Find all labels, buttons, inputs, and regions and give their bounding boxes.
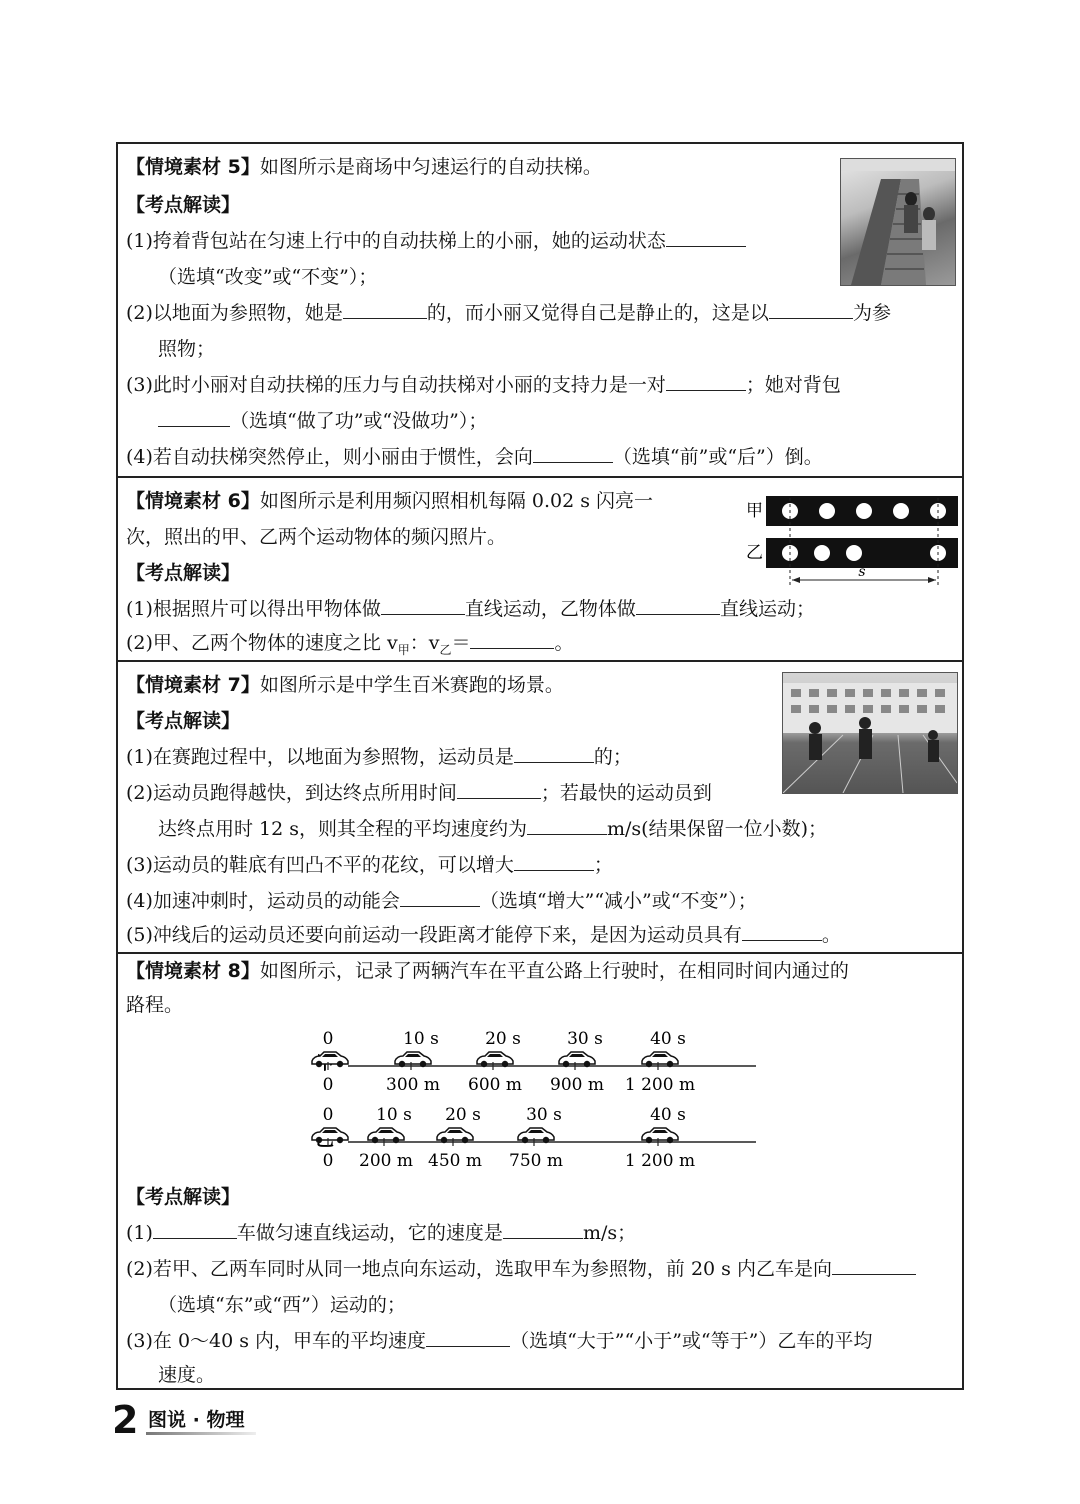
distance-label: 1 200 m — [624, 1075, 696, 1095]
book-title: 图说 · 物理 — [148, 1409, 245, 1431]
car-icon — [559, 1052, 595, 1067]
answer-blank[interactable] — [503, 1222, 583, 1239]
question-7-4: (4)加速冲刺时，运动员的动能会 （选填“增大”“减小”或“不变”）； — [126, 890, 757, 912]
section-8 — [118, 954, 962, 1390]
time-label: 10 s — [403, 1029, 439, 1049]
answer-blank[interactable] — [666, 374, 746, 391]
question-5-3: (3)此时小丽对自动扶梯的压力与自动扶梯对小丽的支持力是一对 ；她对背包 — [126, 374, 841, 396]
answer-blank[interactable] — [514, 746, 594, 763]
time-label: 30 s — [526, 1105, 562, 1125]
question-5-1-cont: （选填“改变”或“不变”）； — [158, 266, 378, 288]
time-label: 40 s — [650, 1029, 686, 1049]
answer-blank[interactable] — [832, 1258, 916, 1275]
time-label: 10 s — [376, 1105, 412, 1125]
distance-label: 900 m — [550, 1075, 604, 1095]
car-icon — [437, 1128, 473, 1143]
car-icon — [642, 1052, 678, 1067]
question-8-2-cont: （选填“东”或“西”）运动的； — [158, 1294, 406, 1316]
section-title: 【情境素材 6】 — [126, 490, 260, 512]
time-label: 0 — [322, 1029, 334, 1049]
answer-blank[interactable] — [470, 632, 554, 649]
question-8-3: (3)在 0～40 s 内，甲车的平均速度 （选填“大于”“小于”或“等于”）乙车的平均 — [126, 1330, 873, 1352]
analysis-label: 【考点解读】 — [126, 562, 241, 584]
escalator-illustration — [841, 159, 955, 285]
distance-label: 0 — [322, 1151, 334, 1171]
section-6-heading — [126, 490, 653, 512]
section-intro: 如图所示，记录了两辆汽车在平直公路上行驶时，在相同时间内通过的 — [259, 960, 849, 982]
section-5-heading — [126, 156, 602, 178]
question-7-2: (2)运动员跑得越快，到达终点所用时间 ；若最快的运动员到 — [126, 782, 712, 804]
distance-label: 1 200 m — [624, 1151, 696, 1171]
question-5-2-cont: 照物； — [158, 338, 216, 360]
section-8-heading — [126, 960, 849, 982]
answer-blank[interactable] — [514, 854, 594, 871]
question-5-2: (2)以地面为参照物，她是 的，而小丽又觉得自己是静止的，这是以 为参 — [126, 302, 891, 324]
question-5-3-cont: （选填“做了功”或“没做功”）； — [158, 410, 487, 432]
question-7-5: (5)冲线后的运动员还要向前运动一段距离才能停下来，是因为运动员具有 。 — [126, 924, 841, 946]
car-motion-figure — [308, 1014, 778, 1184]
question-8-3-cont: 速度。 — [158, 1364, 216, 1386]
question-8-1: (1) 车做匀速直线运动，它的速度是 m/s； — [126, 1222, 637, 1244]
answer-blank[interactable] — [457, 782, 541, 799]
question-7-2-cont: 达终点用时 12 s，则其全程的平均速度约为 m/s(结果保留一位小数)； — [158, 818, 828, 840]
page-number: 2 — [112, 1398, 139, 1442]
answer-blank[interactable] — [158, 410, 230, 427]
footer-underline — [146, 1432, 256, 1435]
question-6-2: (2)甲、乙两个物体的速度之比 $v_甲$：$v_乙=$ 。 — [126, 632, 574, 657]
answer-blank[interactable] — [400, 890, 480, 907]
car-icon — [518, 1128, 554, 1143]
section-title: 【情境素材 7】 — [126, 674, 260, 696]
race-photo — [782, 672, 958, 794]
figure-label-yi: 乙 — [746, 543, 763, 563]
strobe-photo-figure — [742, 488, 962, 600]
answer-blank[interactable] — [769, 302, 853, 319]
question-7-1: (1)在赛跑过程中，以地面为参照物，运动员是 的； — [126, 746, 632, 768]
distance-label: 750 m — [509, 1151, 563, 1171]
section-intro-cont: 次，照出的甲、乙两个运动物体的频闪照片。 — [126, 526, 507, 548]
answer-blank[interactable] — [426, 1330, 510, 1347]
car-a-track — [312, 1029, 756, 1095]
answer-blank[interactable] — [527, 818, 607, 835]
analysis-label: 【考点解读】 — [126, 194, 241, 216]
car-icon — [642, 1128, 678, 1143]
section-title: 【情境素材 5】 — [126, 156, 260, 178]
distance-label: 300 m — [386, 1075, 440, 1095]
answer-blank[interactable] — [153, 1222, 237, 1239]
section-intro: 如图所示是利用频闪照相机每隔 0.02 s 闪亮一 — [259, 490, 654, 512]
question-5-1: (1)挎着背包站在匀速上行中的自动扶梯上的小丽，她的运动状态 — [126, 230, 746, 252]
time-label: 40 s — [650, 1105, 686, 1125]
question-7-3: (3)运动员的鞋底有凹凸不平的花纹，可以增大 ； — [126, 854, 613, 876]
figure-label-s: s — [858, 564, 866, 580]
analysis-label: 【考点解读】 — [126, 710, 241, 732]
time-label: 0 — [322, 1105, 334, 1125]
section-title: 【情境素材 8】 — [126, 960, 260, 982]
time-label: 30 s — [567, 1029, 603, 1049]
distance-label: 600 m — [468, 1075, 522, 1095]
answer-blank[interactable] — [343, 302, 427, 319]
distance-label: 200 m — [359, 1151, 413, 1171]
distance-label: 0 — [322, 1075, 334, 1095]
figure-label-jia: 甲 — [746, 501, 763, 521]
analysis-label: 【考点解读】 — [126, 1186, 241, 1208]
question-5-4: (4)若自动扶梯突然停止，则小丽由于惯性，会向 （选填“前”或“后”）倒。 — [126, 446, 823, 468]
answer-blank[interactable] — [742, 924, 822, 941]
section-5 — [118, 144, 962, 478]
section-7 — [118, 662, 962, 954]
answer-blank[interactable] — [666, 230, 746, 247]
section-7-heading — [126, 674, 564, 696]
time-label: 20 s — [445, 1105, 481, 1125]
distance-label: 450 m — [428, 1151, 482, 1171]
answer-blank[interactable] — [533, 446, 613, 463]
question-8-2: (2)若甲、乙两车同时从同一地点向东运动，选取甲车为参照物，前 20 s 内乙车是向 — [126, 1258, 916, 1280]
answer-blank[interactable] — [636, 598, 720, 615]
car-b-track — [312, 1105, 756, 1171]
escalator-photo — [840, 158, 956, 286]
car-icon — [477, 1052, 513, 1067]
question-6-1: (1)根据照片可以得出甲物体做 直线运动，乙物体做 直线运动； — [126, 598, 815, 620]
time-label: 20 s — [485, 1029, 521, 1049]
content-frame — [116, 142, 964, 1390]
section-intro-cont: 路程。 — [126, 994, 184, 1016]
car-icon — [395, 1052, 431, 1067]
section-intro: 如图所示是中学生百米赛跑的场景。 — [259, 674, 564, 696]
section-6 — [118, 478, 962, 662]
race-illustration — [783, 673, 957, 793]
answer-blank[interactable] — [381, 598, 465, 615]
car-icon — [368, 1128, 404, 1143]
section-intro: 如图所示是商场中匀速运行的自动扶梯。 — [259, 156, 602, 178]
